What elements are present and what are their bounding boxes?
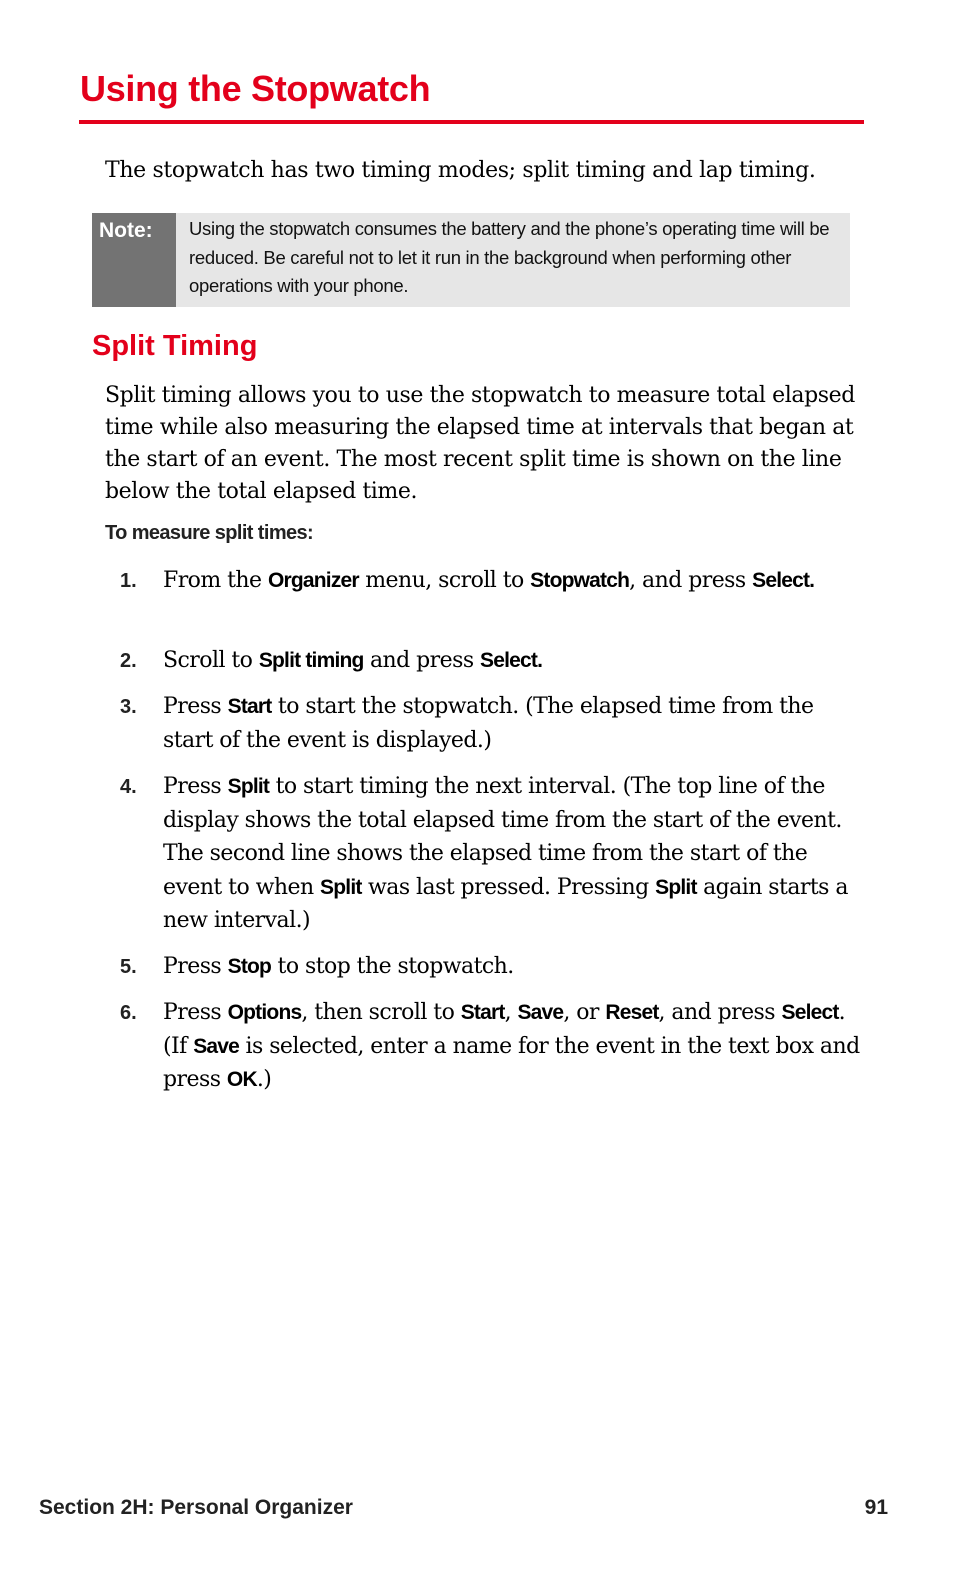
step-number: 3. — [120, 696, 137, 718]
note-box — [92, 213, 850, 307]
ui-term: Split — [227, 775, 270, 798]
ui-term: OK — [226, 1068, 257, 1091]
ui-term: Select — [781, 1001, 839, 1024]
section-description: Split timing allows you to use the stopwatch to measure total elapsed time while also measuring the elapsed time at intervals that began at the start of an event. The most recent split time is shown on the line below the total elapsed time. — [105, 383, 855, 504]
section-heading: Split Timing — [92, 330, 258, 362]
ui-term: Start — [227, 695, 272, 718]
ui-term: Split — [320, 875, 362, 899]
ui-term: Select. — [480, 649, 543, 672]
page-title: Using the Stopwatch — [80, 68, 431, 109]
step-text: Press Start to start the stopwatch. (The elapsed time from the start of the event is displayed.) — [163, 694, 814, 753]
ui-term: Options — [227, 1001, 302, 1024]
ui-term: Stopwatch — [530, 569, 630, 592]
ui-term: Start — [460, 1001, 505, 1024]
step-text: Press Options, then scroll to Start, Save, or Reset, and press Select. (If Save is selected, enter a name for the event in the text box and press OK.) — [163, 1000, 860, 1092]
step-number: 4. — [120, 776, 137, 798]
step-text: Press Split to start timing the next interval. (The top line of the display shows the total elapsed time from the start of the event. The second line shows the elapsed time from the start of the event to when Split was last pressed. Pressing Split again starts a new interval.) — [163, 774, 848, 933]
step-number: 1. — [120, 570, 137, 592]
intro-paragraph: The stopwatch has two timing modes; split timing and lap timing. — [105, 158, 816, 183]
step-number: 6. — [120, 1002, 137, 1024]
step-number: 5. — [120, 956, 137, 978]
page-number: 91 — [864, 1496, 888, 1519]
ui-term: Split timing — [258, 649, 364, 672]
title-rule — [79, 120, 864, 124]
footer-section-label: Section 2H: Personal Organizer — [39, 1496, 353, 1519]
note-text: Using the stopwatch consumes the battery and the phone’s operating time will be reduced. Be careful not to let it run in the background when performing other operations with your phone. — [189, 218, 830, 296]
step-text: Scroll to Split timing and press Select. — [163, 648, 543, 673]
ui-term: Split — [655, 875, 697, 899]
procedure-heading: To measure split times: — [105, 522, 314, 544]
step-number: 2. — [120, 650, 137, 672]
step-text: Press Stop to stop the stopwatch. — [163, 954, 514, 979]
ui-term: Select. — [752, 569, 815, 592]
step-text: From the Organizer menu, scroll to Stopwatch, and press Select. — [163, 568, 815, 593]
ui-term: Stop — [227, 955, 272, 978]
note-label: Note: — [92, 213, 176, 307]
ui-term: Reset — [605, 1001, 659, 1024]
ui-term: Save — [517, 1001, 564, 1024]
ui-term: Save — [193, 1034, 240, 1058]
ui-term: Organizer — [267, 569, 359, 592]
